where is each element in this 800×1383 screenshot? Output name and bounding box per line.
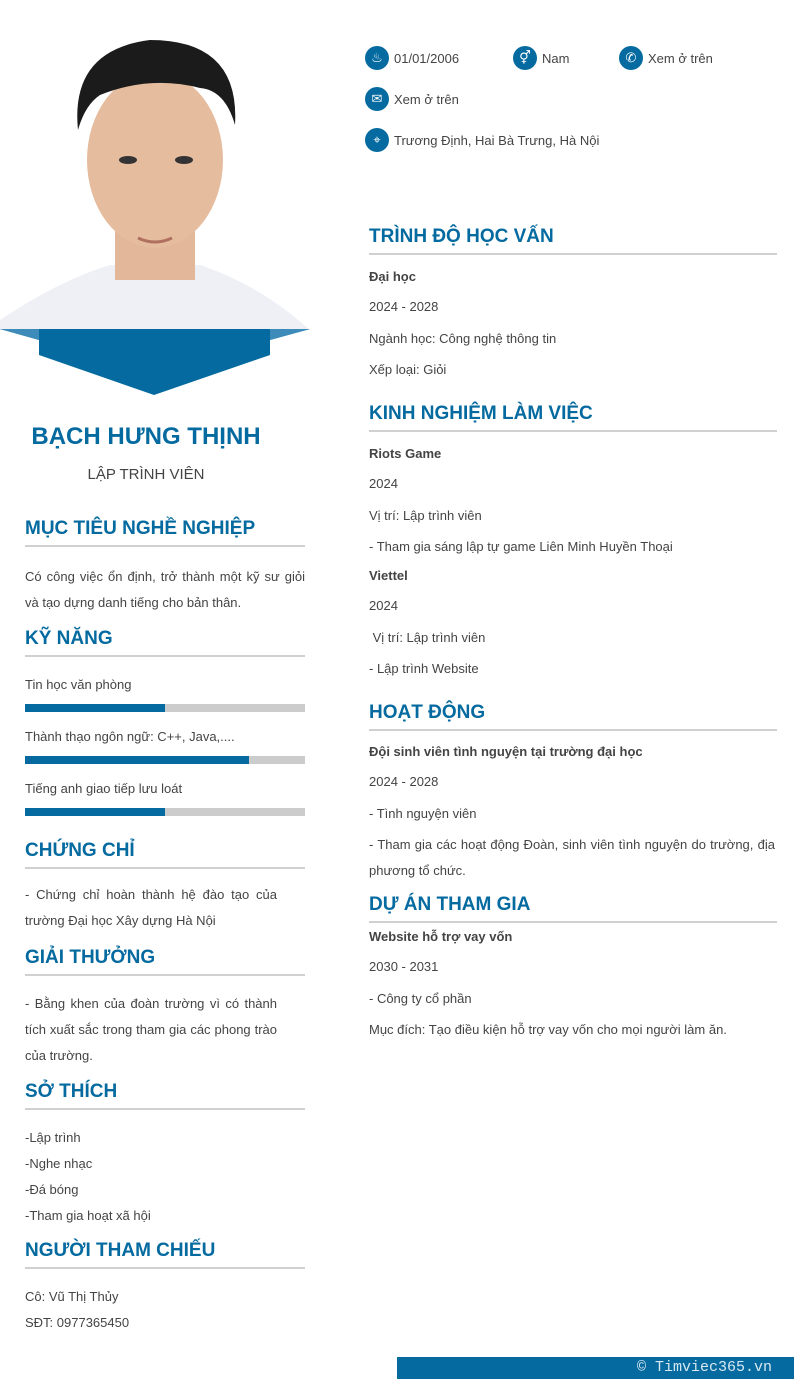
job-company: Riots Game — [369, 446, 442, 461]
envelope-icon: ✉ — [365, 87, 389, 111]
hobby-item: -Tham gia hoạt xã hội — [25, 1208, 151, 1223]
phone-value: Xem ở trên — [648, 50, 713, 66]
certificates-heading: CHỨNG CHỈ — [25, 840, 305, 869]
photo-banner-shape — [0, 328, 310, 396]
project-period: 2030 - 2031 — [369, 959, 439, 974]
birthday-cake-icon: ♨ — [365, 46, 389, 70]
address-value: Trương Định, Hai Bà Trưng, Hà Nội — [394, 132, 600, 148]
project-company: - Công ty cổ phần — [369, 991, 472, 1006]
job-position: Vị trí: Lập trình viên — [369, 630, 486, 645]
email-value: Xem ở trên — [394, 91, 459, 107]
certificates-text: - Chứng chỉ hoàn thành hệ đào tạo của trường Đại học Xây dựng Hà Nội — [25, 887, 277, 928]
references-heading: NGƯỜI THAM CHIẾU — [25, 1240, 305, 1269]
job-company: Viettel — [369, 568, 408, 583]
hobby-item: -Đá bóng — [25, 1182, 79, 1197]
objective-heading: MỤC TIÊU NGHỀ NGHIỆP — [25, 518, 305, 547]
activity-role: - Tình nguyện viên — [369, 806, 477, 821]
skills-heading: KỸ NĂNG — [25, 628, 305, 657]
skill-bar — [25, 808, 305, 816]
candidate-name: BẠCH HƯNG THỊNH — [31, 423, 261, 450]
profile-photo — [0, 20, 310, 330]
education-rank: Xếp loại: Giỏi — [369, 362, 447, 377]
hobby-item: -Lập trình — [25, 1130, 81, 1145]
education-period: 2024 - 2028 — [369, 299, 439, 314]
objective-text: Có công việc ổn định, trở thành một kỹ sư giỏi và tạo dựng danh tiếng cho bản thân. — [25, 569, 305, 610]
footer-watermark: © Timviec365.vn — [397, 1357, 794, 1379]
awards-heading: GIẢI THƯỞNG — [25, 947, 305, 976]
experience-heading: KINH NGHIỆM LÀM VIỆC — [369, 403, 777, 432]
reference-line: Cô: Vũ Thị Thủy — [25, 1289, 119, 1304]
skill-label: Thành thạo ngôn ngữ: C++, Java,.... — [25, 729, 235, 744]
project-name: Website hỗ trợ vay vốn — [369, 929, 513, 944]
education-school: Đại học — [369, 269, 416, 284]
activity-desc: - Tham gia các hoạt động Đoàn, sinh viên tình nguyện do trường, địa phương tổ chức. — [369, 837, 775, 878]
skill-bar — [25, 704, 305, 712]
skill-label: Tin học văn phòng — [25, 677, 132, 692]
gender — [513, 46, 569, 70]
skill-label: Tiếng anh giao tiếp lưu loát — [25, 781, 183, 796]
candidate-title: LẬP TRÌNH VIÊN — [87, 466, 205, 483]
activities-heading: HOẠT ĐỘNG — [369, 702, 777, 731]
gender-value: Nam — [542, 50, 570, 66]
gender-icon: ⚥ — [513, 46, 537, 70]
hobbies-heading: SỞ THÍCH — [25, 1081, 305, 1110]
address — [365, 128, 599, 152]
education-major: Ngành học: Công nghệ thông tin — [369, 331, 557, 346]
phone-icon: ✆ — [619, 46, 643, 70]
activity-period: 2024 - 2028 — [369, 774, 439, 789]
activity-org: Đội sinh viên tình nguyện tại trường đại học — [369, 744, 643, 759]
reference-line: SĐT: 0977365450 — [25, 1315, 130, 1330]
project-purpose: Mục đích: Tạo điều kiện hỗ trợ vay vốn cho mọi người làm ăn. — [369, 1022, 727, 1037]
job-desc: - Tham gia sáng lập tự game Liên Minh Huyền Thoại — [369, 539, 673, 554]
hobby-item: -Nghe nhạc — [25, 1156, 93, 1171]
job-position: Vị trí: Lập trình viên — [369, 508, 482, 523]
skill-bar — [25, 756, 305, 764]
job-period: 2024 — [369, 476, 398, 491]
birthday — [365, 46, 459, 70]
map-marker-icon: ⌖ — [365, 128, 389, 152]
email — [365, 87, 459, 111]
education-heading: TRÌNH ĐỘ HỌC VẤN — [369, 226, 777, 255]
job-desc: - Lập trình Website — [369, 661, 479, 676]
birthday-value: 01/01/2006 — [394, 50, 460, 66]
job-period: 2024 — [369, 598, 398, 613]
awards-text: - Bằng khen của đoàn trường vì có thành tích xuất sắc trong tham gia các phong trào của trường. — [25, 996, 277, 1063]
phone — [619, 46, 713, 70]
projects-heading: DỰ ÁN THAM GIA — [369, 894, 777, 923]
